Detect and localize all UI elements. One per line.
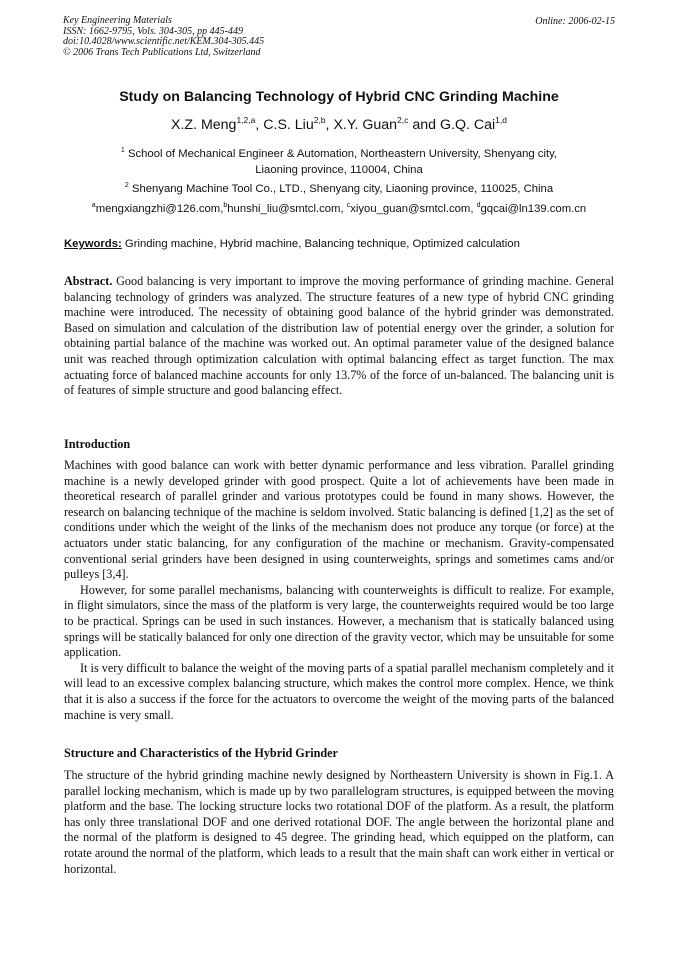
abstract	[64, 274, 614, 399]
section-heading-structure: Structure and Characteristics of the Hybrid Grinder	[64, 746, 338, 760]
author: X.Z. Meng$^{1,2,a}$,	[171, 115, 264, 133]
section-heading-introduction: Introduction	[64, 437, 131, 451]
paper-title: Study on Balancing Technology of Hybrid CNC Grinding Machine	[119, 89, 559, 105]
abstract-text: Good balancing is very important to improve the moving performance of grinding machine. General balancing technology of grinders was analyzed. The structure features of a new type of hybrid CNC grinding machine were introduced. The necessity of obtaining good balance of the hybrid grinder was demonstrated. Based on simulation and calculation of the distribution law of potential energy over the grinder, a solution for obtaining partial balance of the machine was worked out. An optimal parameter value of the designed balance unit was reached through optimization calculation with optimal balancing effect as target function. The max actuating force of balanced machine accounts for only 13.7% of the force of un-balanced. The balancing unit is of features of simple structure and good balancing effect.	[64, 274, 614, 398]
introduction-body	[64, 458, 614, 723]
author: C.S. Liu$^{2,b}$,	[263, 115, 334, 133]
email-list: $^a$mengxiangzhi@126.com,$^b$hunshi_liu@smtcl.com, $^c$xiyou_guan@smtcl.com, $^d$gqcai@ln139.com.cn	[91, 202, 587, 215]
online-date: Online: 2006-02-15	[535, 16, 615, 27]
email-link[interactable]: gqcai@ln139.com.cn	[480, 203, 587, 215]
paragraph: Machines with good balance can work with better dynamic performance and less vibration. Parallel grinding machine is a newly developed grinder with good prospect. Quite a lot of achievements have been made in theoretical research of parallel grinder and various prototypes could be found in many shows. However, the research on balancing technique of the machine is seldom involved. Static balancing is defined [1,2] as the set of conditions under which the weight of the links of the mechanism does not produce any torque (or force) at the actuators under static balancing, for any configuration of the machine or mechanism. Gravity-compensated conventional serial grinders have been designed in using counterweights, springs and sometimes cams and/or pulleys [3,4].	[64, 458, 614, 582]
paragraph: However, for some parallel mechanisms, balancing with counterweights is difficult to realize. For example, in flight simulators, since the mass of the platform is very large, the counterweights required would be too large to be practical. Springs can be used in such instances. However, a mechanism that is statically balanced using springs will be statically balanced for only one direction of the gravity vector, which may be unsuitable for some application.	[64, 582, 614, 660]
email-link[interactable]: mengxiangzhi@126.com,	[95, 203, 224, 215]
structure-body	[64, 768, 614, 877]
paragraph: The structure of the hybrid grinding machine newly designed by Northeastern University is shown in Fig.1. A parallel locking mechanism, which is made up by two parallelogram structures, is equipped between the moving platform and the base. The locking structure locks two rotational DOF of the platform. As a result, the platform has only three translational DOF and one derived rotational DOF. The angle between the horizontal plane and the normal of the platform is designed to 45 degree. The grinding head, which equipped on the platform, can rotate around the normal of the platform, which leads to a result that the main shaft can work either in vertical or horizontal.	[64, 768, 614, 876]
author-list	[40, 117, 638, 133]
affiliation-2: $^2$ Shenyang Machine Tool Co., LTD., Shenyang city, Liaoning province, 110025, China	[124, 182, 554, 195]
doi-line: doi:10.4028/www.scientific.net/KEM.304-305.445	[63, 36, 265, 47]
journal-info	[63, 16, 264, 58]
author: G.Q. Cai$^{1,d}$	[439, 115, 507, 133]
email-link[interactable]: xiyou_guan@smtcl.com,	[350, 203, 477, 215]
abstract-label: Abstract.	[64, 274, 113, 288]
keywords	[64, 238, 614, 250]
keywords-label: Keywords:	[64, 238, 122, 250]
issn-line: ISSN: 1662-9795, Vols. 304-305, pp 445-449	[63, 25, 243, 37]
journal-name: Key Engineering Materials	[63, 15, 172, 26]
copyright-line: © 2006 Trans Tech Publications Ltd, Switzerland	[63, 46, 261, 58]
keywords-text: Grinding machine, Hybrid machine, Balancing technique, Optimized calculation	[121, 238, 520, 250]
paragraph: It is very difficult to balance the weight of the moving parts of a spatial parallel mechanism completely and it will lead to an excessive complex balancing structure, which makes the control more complex. Hence, we think that it is also a success if the force for the actuators to overcome the weight of the moving parts of the balanced machine is very small.	[64, 660, 614, 722]
affiliation-1: $^1$ School of Mechanical Engineer & Automation, Northeastern University, Shenyang city, Liaoning province, 110004, China	[120, 147, 558, 176]
email-link[interactable]: hunshi_liu@smtcl.com,	[227, 203, 347, 215]
author: X.Y. Guan$^{2,c}$ and	[333, 115, 440, 133]
